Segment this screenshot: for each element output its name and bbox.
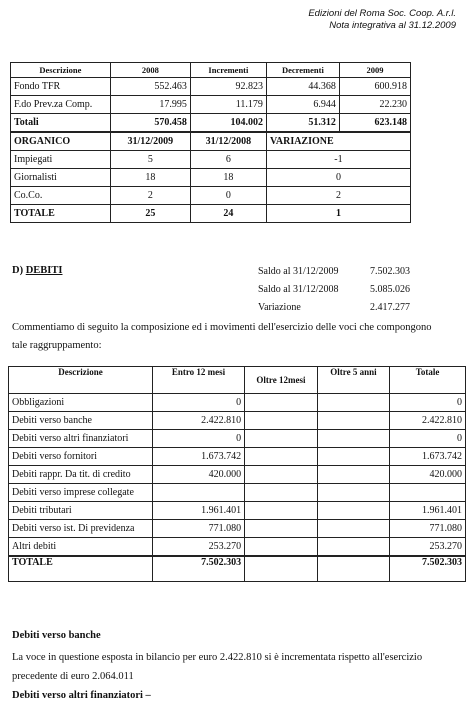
document-header	[308, 8, 456, 32]
cell	[317, 430, 389, 448]
tfr-header-row	[11, 63, 411, 78]
tfr-table	[10, 62, 411, 223]
cell	[317, 520, 389, 538]
cell: 18	[110, 169, 190, 187]
cell: 24	[190, 205, 266, 223]
cell: 2	[266, 187, 410, 205]
cell: 5	[110, 151, 190, 169]
th-totale: Totale	[390, 367, 466, 394]
cell: 92.823	[190, 78, 266, 96]
cell: 253.270	[390, 538, 466, 557]
th-2008: 2008	[110, 63, 190, 78]
cell: 7.502.303	[390, 556, 466, 582]
saldo-row	[258, 299, 410, 317]
cell: 2.422.810	[390, 412, 466, 430]
cell	[245, 394, 318, 412]
cell: Fondo TFR	[11, 78, 111, 96]
cell: 1.673.742	[152, 448, 244, 466]
cell: TOTALE	[11, 205, 111, 223]
table-row	[11, 169, 411, 187]
cell: F.do Prev.za Comp.	[11, 96, 111, 114]
debiti-header-row	[9, 367, 466, 394]
cell: 570.458	[110, 114, 190, 133]
debiti-total-row	[9, 556, 466, 582]
cell	[317, 502, 389, 520]
cell: 6.944	[266, 96, 339, 114]
saldo-label: Variazione	[258, 302, 301, 313]
cell: 552.463	[110, 78, 190, 96]
cell	[245, 466, 318, 484]
cell: 18	[190, 169, 266, 187]
cell	[245, 412, 318, 430]
table-row	[9, 484, 466, 502]
cell: 600.918	[339, 78, 410, 96]
cell: 771.080	[152, 520, 244, 538]
cell: 11.179	[190, 96, 266, 114]
table-row	[9, 520, 466, 538]
cell: Debiti verso banche	[9, 412, 153, 430]
cell: 0	[152, 394, 244, 412]
cell: 2	[110, 187, 190, 205]
cell: Giornalisti	[11, 169, 111, 187]
finanziatori-heading: Debiti verso altri finanziatori –	[12, 690, 151, 701]
saldo-value: 5.085.026	[370, 284, 410, 295]
cell: 0	[390, 394, 466, 412]
document-subtitle: Nota integrativa al 31.12.2009	[329, 20, 456, 31]
cell: 1.961.401	[390, 502, 466, 520]
saldo-label: Saldo al 31/12/2008	[258, 284, 339, 295]
table-row	[9, 466, 466, 484]
cell: 104.002	[190, 114, 266, 133]
cell: ORGANICO	[11, 132, 111, 151]
cell: Debiti tributari	[9, 502, 153, 520]
cell: 0	[152, 430, 244, 448]
cell: 623.148	[339, 114, 410, 133]
cell: TOTALE	[9, 556, 153, 582]
saldo-value: 7.502.303	[370, 266, 410, 277]
table-row	[11, 78, 411, 96]
section-title: DEBITI	[25, 265, 63, 276]
cell	[152, 484, 244, 502]
cell: Totali	[11, 114, 111, 133]
table-row	[9, 502, 466, 520]
cell	[317, 466, 389, 484]
cell: 22.230	[339, 96, 410, 114]
cell	[317, 538, 389, 557]
cell	[245, 484, 318, 502]
cell	[317, 394, 389, 412]
cell	[390, 484, 466, 502]
cell: 31/12/2008	[190, 132, 266, 151]
cell: Co.Co.	[11, 187, 111, 205]
th-descrizione: Descrizione	[11, 63, 111, 78]
cell: Debiti verso fornitori	[9, 448, 153, 466]
cell: 1	[266, 205, 410, 223]
cell: 420.000	[152, 466, 244, 484]
table-row	[9, 448, 466, 466]
cell	[245, 430, 318, 448]
th-oltre-12-mesi: Oltre 12mesi	[245, 367, 318, 394]
cell: 0	[266, 169, 410, 187]
section-heading-debiti	[12, 265, 62, 276]
cell: Altri debiti	[9, 538, 153, 557]
cell	[245, 520, 318, 538]
table-row	[9, 412, 466, 430]
table-row	[9, 538, 466, 557]
cell	[245, 538, 318, 557]
cell: 253.270	[152, 538, 244, 557]
cell: 31/12/2009	[110, 132, 190, 151]
cell: -1	[266, 151, 410, 169]
saldo-label: Saldo al 31/12/2009	[258, 266, 339, 277]
th-decrementi: Decrementi	[266, 63, 339, 78]
table-row	[11, 96, 411, 114]
saldo-value: 2.417.277	[370, 302, 410, 313]
cell: 771.080	[390, 520, 466, 538]
table-row	[11, 151, 411, 169]
cell: Debiti verso ist. Di previdenza	[9, 520, 153, 538]
cell: Debiti verso altri finanziatori	[9, 430, 153, 448]
cell: 0	[190, 187, 266, 205]
cell	[317, 448, 389, 466]
cell: Debiti rappr. Da tit. di credito	[9, 466, 153, 484]
banche-heading: Debiti verso banche	[12, 630, 101, 641]
cell: 25	[110, 205, 190, 223]
debiti-table	[8, 366, 466, 582]
th-entro-12-mesi: Entro 12 mesi	[152, 367, 244, 394]
th-incrementi: Incrementi	[190, 63, 266, 78]
organico-total-row	[11, 205, 411, 223]
cell	[245, 502, 318, 520]
cell: 2.422.810	[152, 412, 244, 430]
cell	[317, 484, 389, 502]
intro-line-2: tale raggruppamento:	[12, 340, 102, 351]
table-row	[9, 394, 466, 412]
cell: VARIAZIONE	[266, 132, 410, 151]
table-row	[11, 187, 411, 205]
cell: Debiti verso imprese collegate	[9, 484, 153, 502]
section-prefix: D)	[12, 265, 26, 276]
intro-line-1: Commentiamo di seguito la composizione ed i movimenti dell'esercizio delle voci che compongono	[12, 322, 432, 333]
banche-line-2: precedente di euro 2.064.011	[12, 671, 134, 682]
saldo-row	[258, 263, 410, 281]
cell: 1.673.742	[390, 448, 466, 466]
tfr-total-row	[11, 114, 411, 133]
th-oltre-5-anni: Oltre 5 anni	[317, 367, 389, 394]
banche-line-1: La voce in questione esposta in bilancio per euro 2.422.810 si è incrementata rispetto all'esercizio	[12, 652, 423, 663]
cell	[317, 412, 389, 430]
saldi-block	[258, 263, 410, 317]
cell: 420.000	[390, 466, 466, 484]
cell: 7.502.303	[152, 556, 244, 582]
cell: 0	[390, 430, 466, 448]
cell: 51.312	[266, 114, 339, 133]
cell: 17.995	[110, 96, 190, 114]
cell: Obbligazioni	[9, 394, 153, 412]
cell: 1.961.401	[152, 502, 244, 520]
cell: 44.368	[266, 78, 339, 96]
table-row	[9, 430, 466, 448]
cell	[245, 448, 318, 466]
cell	[245, 556, 318, 582]
organico-header-row	[11, 132, 411, 151]
th-descrizione: Descrizione	[9, 367, 153, 394]
saldo-row	[258, 281, 410, 299]
cell: 6	[190, 151, 266, 169]
cell	[317, 556, 389, 582]
company-name: Edizioni del Roma Soc. Coop. A.r.l.	[308, 8, 456, 19]
cell: Impiegati	[11, 151, 111, 169]
th-2009: 2009	[339, 63, 410, 78]
